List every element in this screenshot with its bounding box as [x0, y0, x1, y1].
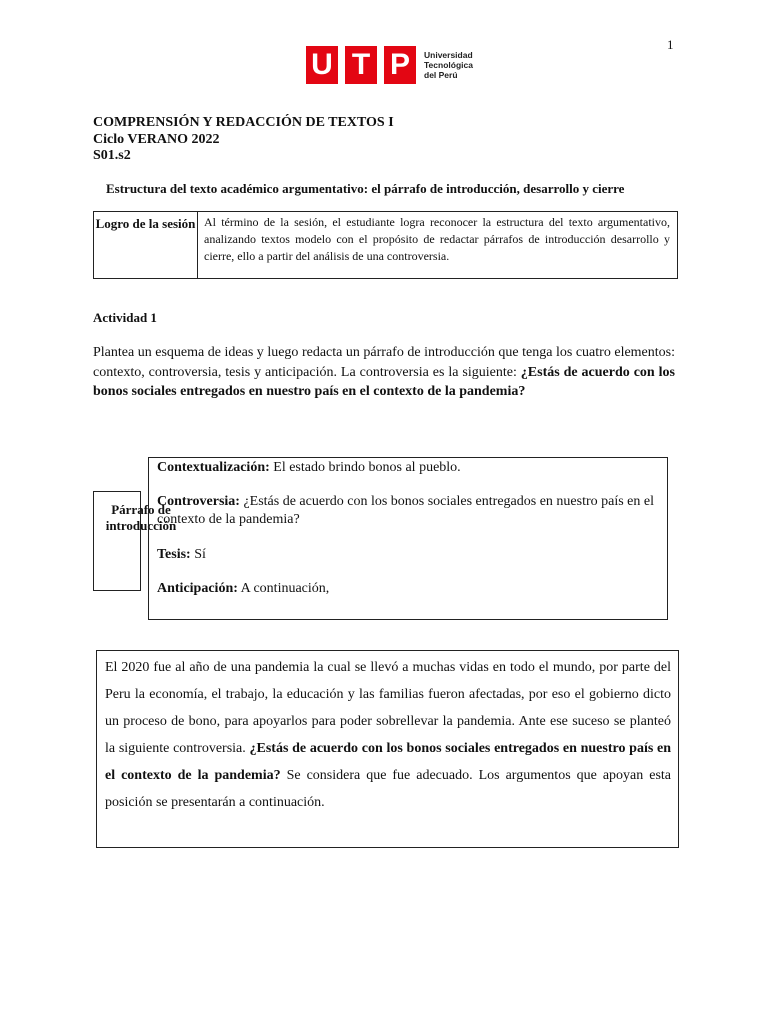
- scheme-item-anticipacion: [157, 580, 662, 598]
- logo-text-line-2: Tecnológica: [424, 60, 473, 70]
- logo-text-line-1: Universidad: [424, 50, 473, 60]
- parrafo-introduccion-label: Párrafo de introducción: [105, 502, 177, 533]
- scheme-item-controversia: [157, 493, 662, 529]
- idea-scheme-box: [148, 457, 668, 620]
- controversy-question: ¿Estás de acuerdo con los bonos sociales entregados en nuestro país en el contexto de la pandemia?: [93, 364, 675, 399]
- course-title: COMPRENSIÓN Y REDACCIÓN DE TEXTOS I: [93, 115, 394, 130]
- course-cycle: Ciclo VERANO 2022: [93, 132, 220, 147]
- introduction-paragraph: [105, 654, 671, 816]
- scheme-label: Controversia:: [157, 494, 240, 509]
- scheme-value: A continuación,: [240, 581, 330, 596]
- scheme-value: ¿Estás de acuerdo con los bonos sociales entregados en nuestro país en el contexto de la pandemia?: [157, 494, 654, 527]
- introduction-paragraph-box: [96, 650, 679, 848]
- activity-instructions: [93, 343, 675, 402]
- logro-label: Logro de la sesión: [94, 212, 198, 278]
- session-code: S01.s2: [93, 148, 131, 163]
- scheme-label: Contextualización:: [157, 460, 270, 475]
- activity-title: Actividad 1: [93, 310, 157, 325]
- logro-table: [93, 211, 678, 279]
- logo-letter-t: T: [345, 46, 377, 84]
- logo-text: [424, 50, 473, 80]
- scheme-value: El estado brindo bonos al pueblo.: [273, 460, 461, 475]
- scheme-item-contextualizacion: [157, 459, 662, 477]
- document-subtitle: Estructura del texto académico argumentativo: el párrafo de introducción, desarrollo y cierre: [106, 181, 625, 196]
- scheme-item-tesis: [157, 546, 662, 564]
- scheme-label: Tesis:: [157, 547, 191, 562]
- paragraph-part-2: Se considera que fue adecuado. Los argumentos que apoyan esta posición se presentarán a continuación.: [105, 768, 671, 810]
- scheme-label: Anticipación:: [157, 581, 238, 596]
- logo-letter-u: U: [306, 46, 338, 84]
- utp-logo: [306, 46, 474, 84]
- instructions-text: Plantea un esquema de ideas y luego redacta un párrafo de introducción que tenga los cuatro elementos: contexto, controversia, tesis y anticipación. La controversia es la siguiente:: [93, 345, 675, 380]
- logro-text: Al término de la sesión, el estudiante logra reconocer la estructura del texto argumentativo, analizando textos modelo con el propósito de redactar párrafos de introducción desarrollo y cierre, ello a partir del análisis de una controversia.: [204, 215, 670, 263]
- logo-letter-p: P: [384, 46, 416, 84]
- page-number: 1: [667, 37, 674, 52]
- logo-text-line-3: del Perú: [424, 70, 458, 80]
- scheme-value: Sí: [194, 547, 206, 562]
- paragraph-controversy: ¿Estás de acuerdo con los bonos sociales entregados en nuestro país en el contexto de la pandemia?: [105, 741, 672, 783]
- paragraph-part-1: El 2020 fue al año de una pandemia la cual se llevó a muchas vidas en todo el mundo, por parte del Peru la economía, el trabajo, la educación y las familias fueron afectadas, por eso el gobierno dicto un proceso de bono, para apoyarlos para poder sobrellevar la pandemia. Ante ese suceso se planteó la siguiente controversia.: [105, 660, 671, 756]
